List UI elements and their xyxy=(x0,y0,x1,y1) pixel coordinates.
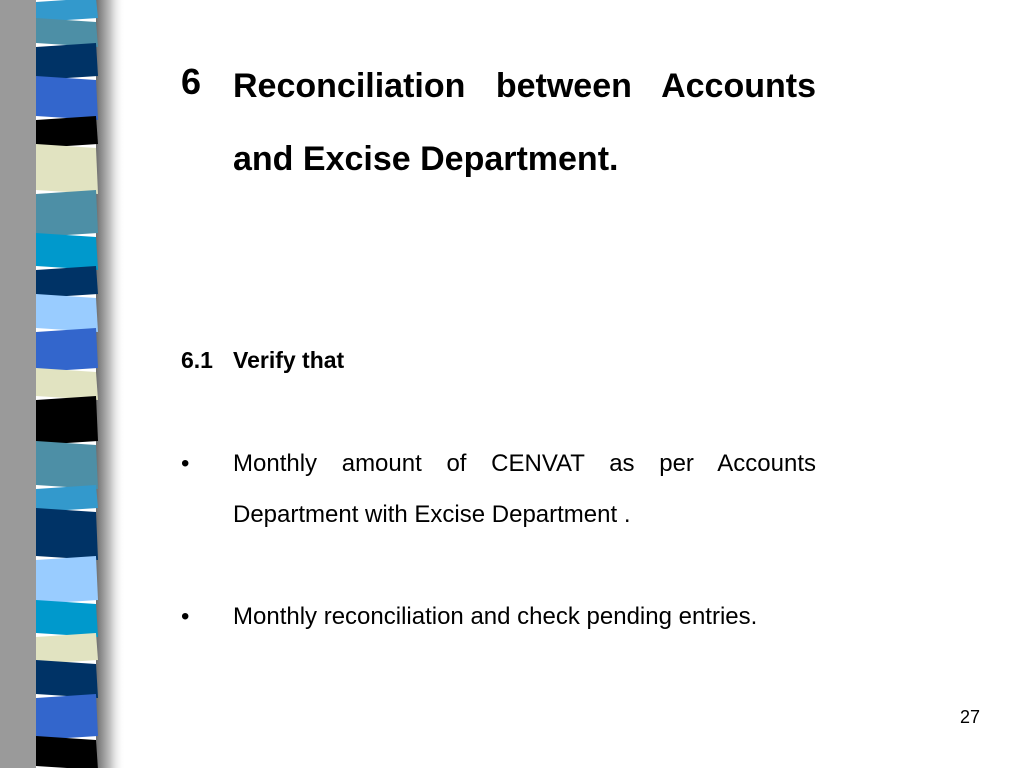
bullet-text-reconciliation: Monthly reconciliation and check pending entries. xyxy=(233,603,758,630)
bullet-marker: • xyxy=(181,603,190,630)
subsection-number: 6.1 xyxy=(181,347,213,373)
section-title: Reconciliation between Accounts and Excise Department. xyxy=(233,67,816,178)
bullet-marker: • xyxy=(181,450,190,477)
bullet-text-cenvat: Monthly amount of CENVAT as per Accounts Department with Excise Department . xyxy=(233,450,816,528)
section-number: 6 xyxy=(181,61,202,102)
page-number: 27 xyxy=(960,707,981,727)
subsection-title: Verify that xyxy=(233,347,345,373)
